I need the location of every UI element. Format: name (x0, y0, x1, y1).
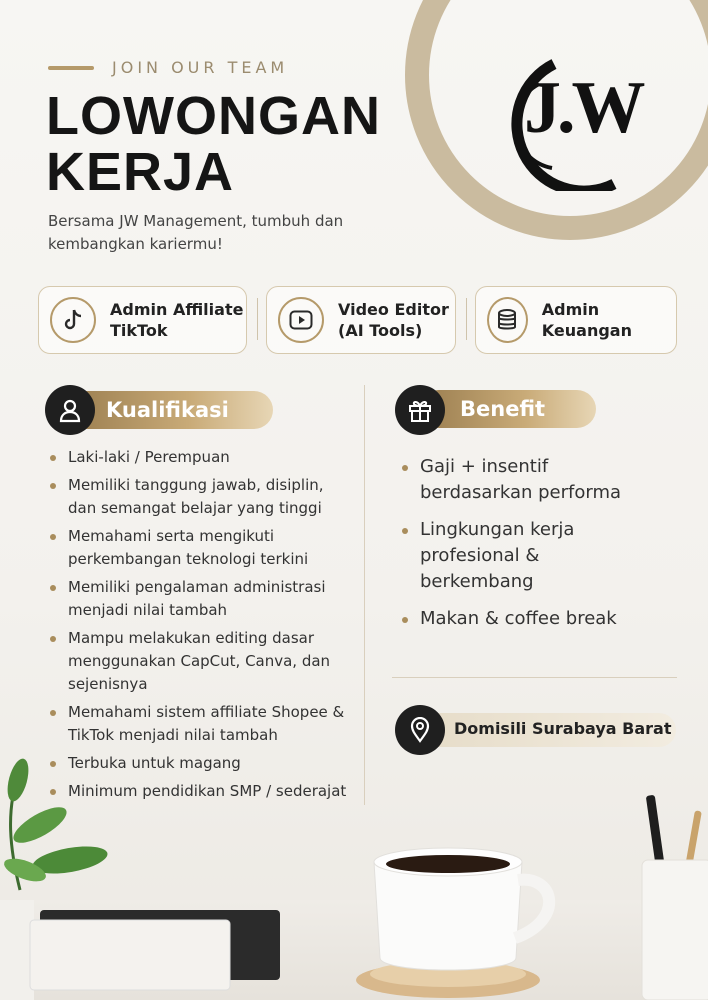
coffee-cup-illustration (350, 840, 580, 1000)
play-icon (278, 297, 324, 343)
list-item: Memiliki pengalaman administrasi menjadi nilai tambah (48, 576, 348, 622)
position-chip-video-editor (266, 286, 456, 354)
location-pin-icon (395, 705, 445, 755)
qualifications-heading (66, 391, 273, 429)
list-item: Memahami sistem affiliate Shopee & TikTok menjadi nilai tambah (48, 701, 348, 747)
list-item: Makan & coffee break (400, 606, 635, 632)
list-item: Terbuka untuk magang (48, 752, 348, 775)
column-divider (364, 385, 365, 805)
list-item: Memiliki tanggung jawab, disiplin, dan semangat belajar yang tinggi (48, 474, 348, 520)
gift-icon (395, 385, 445, 435)
chip-separator (466, 298, 467, 340)
pen-holder-illustration (630, 790, 708, 1000)
list-item: Mampu melakukan editing dasar menggunakan CapCut, Canva, dan sejenisnya (48, 627, 348, 696)
position-label: Video Editor (AI Tools) (338, 300, 449, 340)
list-item: Memahami serta mengikuti perkembangan teknologi terkini (48, 525, 348, 571)
position-label: Admin Affiliate TikTok (110, 300, 244, 340)
jw-logo (494, 56, 664, 191)
subtitle: Bersama JW Management, tumbuh dan kembangkan kariermu! (48, 212, 344, 253)
location-text: Domisili Surabaya Barat (454, 719, 672, 738)
position-chip-admin-keuangan (475, 286, 677, 354)
list-item: Lingkungan kerja profesional & berkembang (400, 517, 635, 595)
section-divider (392, 677, 677, 678)
list-item: Minimum pendidikan SMP / sederajat (48, 780, 348, 803)
title-line-2: KERJA (46, 142, 235, 202)
user-icon (45, 385, 95, 435)
qualifications-title: Kualifikasi (106, 398, 229, 422)
benefits-list (400, 454, 635, 643)
notebook-illustration (10, 895, 280, 1000)
tiktok-icon (50, 297, 96, 343)
page-title (46, 88, 381, 200)
list-item: Laki-laki / Perempuan (48, 446, 348, 469)
list-item: Gaji + insentif berdasarkan performa (400, 454, 635, 506)
title-line-1: LOWONGAN (46, 86, 381, 146)
logo-text: J.W (524, 67, 642, 149)
chip-separator (257, 298, 258, 340)
kicker: JOIN OUR TEAM (112, 58, 289, 77)
coins-icon (487, 297, 528, 343)
kicker-line (48, 66, 94, 70)
position-label: Admin Keuangan (541, 300, 632, 340)
benefits-heading (420, 390, 596, 428)
position-chip-admin-affiliate (38, 286, 247, 354)
benefits-title: Benefit (460, 397, 546, 421)
